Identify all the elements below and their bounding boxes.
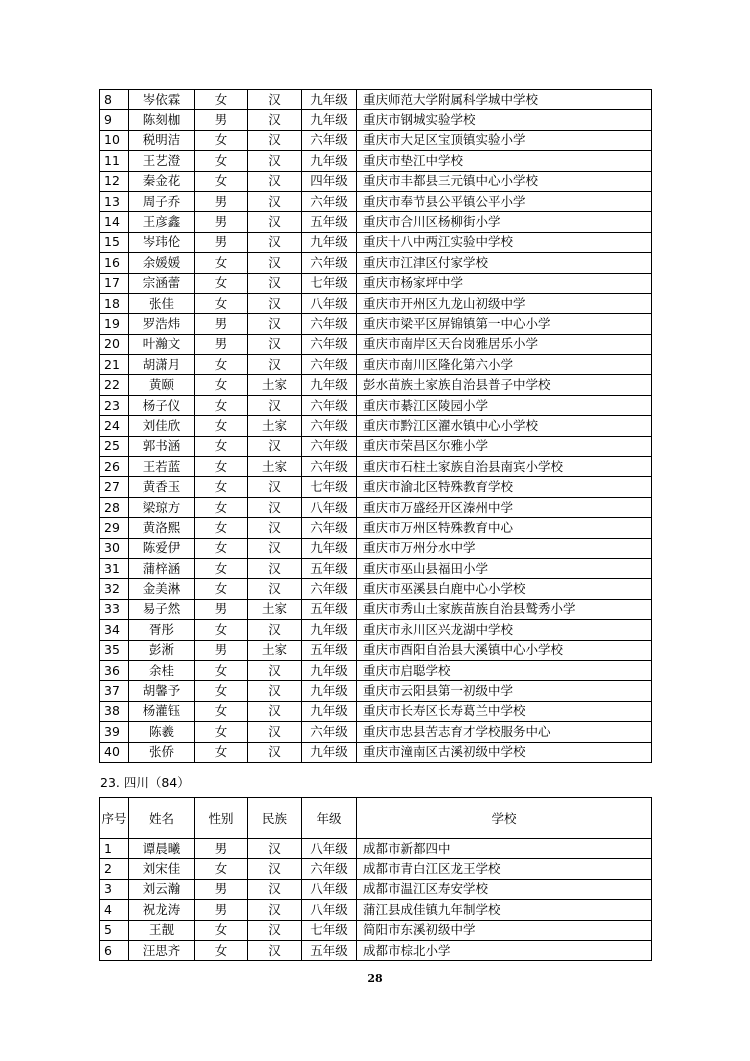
school-cell: 重庆市大足区宝顶镇实验小学 [357,130,652,150]
grade-cell: 九年级 [302,375,357,395]
student-name-cell: 余媛媛 [129,253,195,273]
row-index-cell: 36 [100,660,129,680]
grade-cell: 九年级 [302,151,357,171]
grade-cell: 八年级 [302,839,357,859]
header-name: 姓名 [129,798,195,839]
gender-cell: 女 [195,477,248,497]
student-name-cell: 蒲梓涵 [129,558,195,578]
grade-cell: 九年级 [302,701,357,721]
table-row [100,681,652,701]
gender-cell: 女 [195,497,248,517]
gender-cell: 男 [195,191,248,211]
grade-cell: 八年级 [302,293,357,313]
table-row [100,212,652,232]
student-name-cell: 刘佳欣 [129,416,195,436]
sichuan-student-table [99,797,652,961]
row-index-cell: 29 [100,518,129,538]
grade-cell: 九年级 [302,538,357,558]
school-cell: 重庆十八中两江实验中学校 [357,232,652,252]
ethnicity-cell: 汉 [248,212,302,232]
ethnicity-cell: 汉 [248,334,302,354]
grade-cell: 六年级 [302,355,357,375]
student-name-cell: 汪思齐 [129,940,195,960]
row-index-cell: 39 [100,722,129,742]
grade-cell: 五年级 [302,940,357,960]
table-row [100,232,652,252]
table-row [100,110,652,130]
grade-cell: 九年级 [302,232,357,252]
student-name-cell: 陈刻枷 [129,110,195,130]
gender-cell: 女 [195,171,248,191]
gender-cell: 女 [195,579,248,599]
table-row [100,130,652,150]
gender-cell: 女 [195,151,248,171]
student-name-cell: 叶瀚文 [129,334,195,354]
table-row [100,273,652,293]
ethnicity-cell: 汉 [248,314,302,334]
school-cell: 重庆市荣昌区尔雅小学 [357,436,652,456]
table-row [100,395,652,415]
student-name-cell: 王靓 [129,920,195,940]
table-row [100,660,652,680]
grade-cell: 九年级 [302,742,357,762]
gender-cell: 女 [195,620,248,640]
school-cell: 重庆市南川区隆化第六小学 [357,355,652,375]
table-row [100,253,652,273]
table-row [100,900,652,920]
school-cell: 重庆市云阳县第一初级中学 [357,681,652,701]
school-cell: 彭水苗族土家族自治县普子中学校 [357,375,652,395]
student-name-cell: 杨子仪 [129,395,195,415]
grade-cell: 六年级 [302,457,357,477]
school-cell: 重庆市石柱土家族自治县南宾小学校 [357,457,652,477]
gender-cell: 女 [195,742,248,762]
table-row [100,579,652,599]
ethnicity-cell: 汉 [248,940,302,960]
table-row [100,538,652,558]
table-row [100,436,652,456]
gender-cell: 女 [195,355,248,375]
student-name-cell: 税明洁 [129,130,195,150]
ethnicity-cell: 汉 [248,293,302,313]
student-name-cell: 彭淅 [129,640,195,660]
ethnicity-cell: 汉 [248,497,302,517]
school-cell: 重庆市奉节县公平镇公平小学 [357,191,652,211]
ethnicity-cell: 汉 [248,839,302,859]
row-index-cell: 23 [100,395,129,415]
school-cell: 成都市温江区寿安学校 [357,879,652,899]
gender-cell: 女 [195,457,248,477]
row-index-cell: 12 [100,171,129,191]
student-name-cell: 陈羲 [129,722,195,742]
student-name-cell: 王若蓝 [129,457,195,477]
grade-cell: 七年级 [302,920,357,940]
gender-cell: 女 [195,558,248,578]
student-name-cell: 金美淋 [129,579,195,599]
grade-cell: 九年级 [302,110,357,130]
ethnicity-cell: 土家 [248,640,302,660]
school-cell: 重庆市启聪学校 [357,660,652,680]
ethnicity-cell: 汉 [248,130,302,150]
row-index-cell: 5 [100,920,129,940]
row-index-cell: 3 [100,879,129,899]
student-name-cell: 易子然 [129,599,195,619]
gender-cell: 女 [195,273,248,293]
ethnicity-cell: 汉 [248,477,302,497]
ethnicity-cell: 汉 [248,681,302,701]
row-index-cell: 11 [100,151,129,171]
grade-cell: 六年级 [302,314,357,334]
table-header-row [100,798,652,839]
gender-cell: 男 [195,334,248,354]
gender-cell: 女 [195,859,248,879]
table-row [100,334,652,354]
grade-cell: 九年级 [302,660,357,680]
grade-cell: 八年级 [302,497,357,517]
school-cell: 成都市棕北小学 [357,940,652,960]
school-cell: 重庆市巫溪县白鹿中心小学校 [357,579,652,599]
student-name-cell: 王艺澄 [129,151,195,171]
grade-cell: 六年级 [302,395,357,415]
student-name-cell: 余桂 [129,660,195,680]
gender-cell: 女 [195,375,248,395]
row-index-cell: 21 [100,355,129,375]
gender-cell: 男 [195,314,248,334]
ethnicity-cell: 汉 [248,920,302,940]
gender-cell: 女 [195,130,248,150]
grade-cell: 五年级 [302,599,357,619]
school-cell: 重庆市巫山县福田小学 [357,558,652,578]
gender-cell: 女 [195,90,248,110]
school-cell: 重庆市开州区九龙山初级中学 [357,293,652,313]
row-index-cell: 38 [100,701,129,721]
table-row [100,518,652,538]
school-cell: 重庆市南岸区天台岗雅居乐小学 [357,334,652,354]
ethnicity-cell: 汉 [248,660,302,680]
ethnicity-cell: 土家 [248,375,302,395]
grade-cell: 九年级 [302,620,357,640]
grade-cell: 五年级 [302,212,357,232]
row-index-cell: 24 [100,416,129,436]
ethnicity-cell: 汉 [248,879,302,899]
grade-cell: 六年级 [302,518,357,538]
table-row [100,90,652,110]
grade-cell: 六年级 [302,579,357,599]
gender-cell: 女 [195,293,248,313]
row-index-cell: 13 [100,191,129,211]
student-name-cell: 陈爱伊 [129,538,195,558]
school-cell: 重庆市潼南区古溪初级中学校 [357,742,652,762]
grade-cell: 六年级 [302,722,357,742]
gender-cell: 男 [195,900,248,920]
school-cell: 重庆市万州分水中学 [357,538,652,558]
table-row [100,839,652,859]
school-cell: 重庆市秀山土家族苗族自治县鹫秀小学 [357,599,652,619]
row-index-cell: 16 [100,253,129,273]
school-cell: 重庆市丰都县三元镇中心小学校 [357,171,652,191]
ethnicity-cell: 汉 [248,900,302,920]
table-row [100,879,652,899]
school-cell: 重庆市黔江区濯水镇中心小学校 [357,416,652,436]
gender-cell: 女 [195,416,248,436]
student-name-cell: 岑依霖 [129,90,195,110]
student-name-cell: 胡馨予 [129,681,195,701]
row-index-cell: 6 [100,940,129,960]
student-name-cell: 秦金花 [129,171,195,191]
student-name-cell: 黄颐 [129,375,195,395]
table-row [100,171,652,191]
gender-cell: 男 [195,599,248,619]
table-row [100,742,652,762]
grade-cell: 六年级 [302,859,357,879]
row-index-cell: 25 [100,436,129,456]
ethnicity-cell: 汉 [248,722,302,742]
ethnicity-cell: 汉 [248,742,302,762]
gender-cell: 女 [195,395,248,415]
row-index-cell: 32 [100,579,129,599]
gender-cell: 女 [195,538,248,558]
gender-cell: 女 [195,518,248,538]
table-row [100,920,652,940]
student-name-cell: 刘云瀚 [129,879,195,899]
ethnicity-cell: 汉 [248,90,302,110]
ethnicity-cell: 汉 [248,355,302,375]
row-index-cell: 27 [100,477,129,497]
school-cell: 重庆市杨家坪中学 [357,273,652,293]
grade-cell: 五年级 [302,640,357,660]
school-cell: 重庆市垫江中学校 [357,151,652,171]
ethnicity-cell: 汉 [248,191,302,211]
row-index-cell: 33 [100,599,129,619]
grade-cell: 六年级 [302,191,357,211]
ethnicity-cell: 汉 [248,620,302,640]
table-row [100,558,652,578]
page-number: 28 [367,972,383,985]
table-row [100,355,652,375]
school-cell: 重庆市钢城实验学校 [357,110,652,130]
student-name-cell: 胥彤 [129,620,195,640]
school-cell: 重庆市万州区特殊教育中心 [357,518,652,538]
row-index-cell: 1 [100,839,129,859]
ethnicity-cell: 汉 [248,273,302,293]
grade-cell: 六年级 [302,334,357,354]
row-index-cell: 14 [100,212,129,232]
student-name-cell: 黄香玉 [129,477,195,497]
ethnicity-cell: 汉 [248,151,302,171]
grade-cell: 八年级 [302,879,357,899]
header-gender: 性别 [195,798,248,839]
student-name-cell: 岑玮伦 [129,232,195,252]
ethnicity-cell: 汉 [248,558,302,578]
grade-cell: 六年级 [302,416,357,436]
ethnicity-cell: 汉 [248,253,302,273]
student-name-cell: 刘宋佳 [129,859,195,879]
grade-cell: 九年级 [302,90,357,110]
table-row [100,640,652,660]
student-name-cell: 梁琼方 [129,497,195,517]
student-name-cell: 张佳 [129,293,195,313]
chongqing-table-body [100,90,652,763]
gender-cell: 女 [195,660,248,680]
table-row [100,477,652,497]
school-cell: 重庆市万盛经开区溱州中学 [357,497,652,517]
table-row [100,859,652,879]
gender-cell: 男 [195,232,248,252]
chongqing-student-table [99,89,652,763]
gender-cell: 女 [195,940,248,960]
student-name-cell: 周子乔 [129,191,195,211]
school-cell: 重庆市永川区兴龙湖中学校 [357,620,652,640]
school-cell: 重庆市酉阳自治县大溪镇中心小学校 [357,640,652,660]
student-name-cell: 张侨 [129,742,195,762]
row-index-cell: 8 [100,90,129,110]
row-index-cell: 35 [100,640,129,660]
ethnicity-cell: 土家 [248,599,302,619]
student-name-cell: 王彦鑫 [129,212,195,232]
gender-cell: 男 [195,640,248,660]
student-name-cell: 杨灌钰 [129,701,195,721]
table-row [100,497,652,517]
gender-cell: 女 [195,722,248,742]
header-grade: 年级 [302,798,357,839]
school-cell: 成都市新都四中 [357,839,652,859]
ethnicity-cell: 汉 [248,436,302,456]
ethnicity-cell: 汉 [248,579,302,599]
grade-cell: 七年级 [302,477,357,497]
school-cell: 重庆市梁平区屏锦镇第一中心小学 [357,314,652,334]
gender-cell: 男 [195,212,248,232]
table-row [100,722,652,742]
ethnicity-cell: 汉 [248,232,302,252]
row-index-cell: 28 [100,497,129,517]
grade-cell: 六年级 [302,436,357,456]
gender-cell: 男 [195,879,248,899]
section-heading-sichuan: 23. 四川（84） [100,775,190,790]
grade-cell: 五年级 [302,558,357,578]
row-index-cell: 22 [100,375,129,395]
row-index-cell: 4 [100,900,129,920]
ethnicity-cell: 汉 [248,110,302,130]
table-row [100,151,652,171]
school-cell: 成都市青白江区龙王学校 [357,859,652,879]
row-index-cell: 17 [100,273,129,293]
row-index-cell: 20 [100,334,129,354]
gender-cell: 女 [195,436,248,456]
table-row [100,599,652,619]
row-index-cell: 18 [100,293,129,313]
gender-cell: 男 [195,839,248,859]
grade-cell: 四年级 [302,171,357,191]
header-ethnicity: 民族 [248,798,302,839]
school-cell: 简阳市东溪初级中学 [357,920,652,940]
student-name-cell: 罗浩炜 [129,314,195,334]
school-cell: 重庆市渝北区特殊教育学校 [357,477,652,497]
student-name-cell: 胡潇月 [129,355,195,375]
row-index-cell: 40 [100,742,129,762]
student-name-cell: 祝龙涛 [129,900,195,920]
table-row [100,416,652,436]
ethnicity-cell: 汉 [248,171,302,191]
table-row [100,940,652,960]
table-row [100,191,652,211]
table-row [100,620,652,640]
gender-cell: 女 [195,681,248,701]
school-cell: 蒲江县成佳镇九年制学校 [357,900,652,920]
student-name-cell: 黄洛熙 [129,518,195,538]
grade-cell: 七年级 [302,273,357,293]
row-index-cell: 30 [100,538,129,558]
school-cell: 重庆市綦江区陵园小学 [357,395,652,415]
ethnicity-cell: 汉 [248,395,302,415]
student-name-cell: 郭书涵 [129,436,195,456]
row-index-cell: 9 [100,110,129,130]
grade-cell: 六年级 [302,253,357,273]
grade-cell: 八年级 [302,900,357,920]
student-name-cell: 宗涵蕾 [129,273,195,293]
table-row [100,457,652,477]
row-index-cell: 26 [100,457,129,477]
row-index-cell: 37 [100,681,129,701]
ethnicity-cell: 土家 [248,457,302,477]
gender-cell: 女 [195,701,248,721]
row-index-cell: 31 [100,558,129,578]
ethnicity-cell: 汉 [248,538,302,558]
table-row [100,314,652,334]
gender-cell: 男 [195,110,248,130]
table-row [100,293,652,313]
school-cell: 重庆师范大学附属科学城中学校 [357,90,652,110]
student-name-cell: 谭晨曦 [129,839,195,859]
table-row [100,701,652,721]
ethnicity-cell: 汉 [248,859,302,879]
ethnicity-cell: 汉 [248,701,302,721]
row-index-cell: 19 [100,314,129,334]
school-cell: 重庆市长寿区长寿葛兰中学校 [357,701,652,721]
row-index-cell: 15 [100,232,129,252]
header-school: 学校 [357,798,652,839]
row-index-cell: 10 [100,130,129,150]
school-cell: 重庆市江津区付家学校 [357,253,652,273]
header-index: 序号 [100,798,129,839]
row-index-cell: 34 [100,620,129,640]
table-row [100,375,652,395]
school-cell: 重庆市忠县苦志育才学校服务中心 [357,722,652,742]
gender-cell: 女 [195,253,248,273]
ethnicity-cell: 土家 [248,416,302,436]
sichuan-table-body [100,839,652,961]
grade-cell: 九年级 [302,681,357,701]
gender-cell: 女 [195,920,248,940]
row-index-cell: 2 [100,859,129,879]
ethnicity-cell: 汉 [248,518,302,538]
grade-cell: 六年级 [302,130,357,150]
school-cell: 重庆市合川区杨柳街小学 [357,212,652,232]
